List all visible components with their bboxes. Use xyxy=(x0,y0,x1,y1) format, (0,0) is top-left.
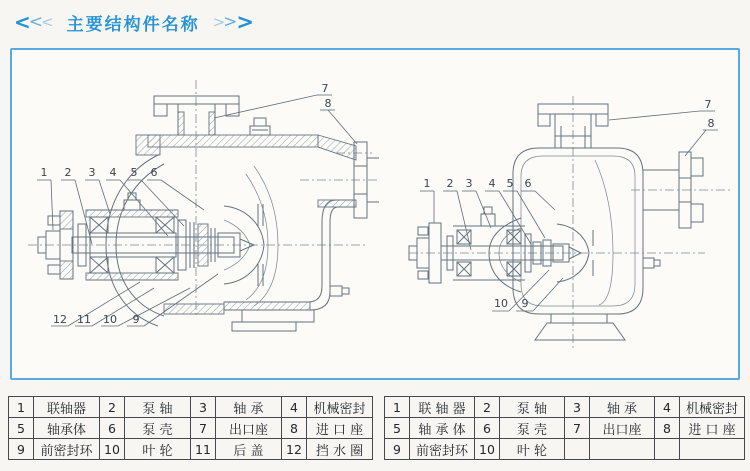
part-name: 出口座 xyxy=(216,418,282,439)
part-number: 6 xyxy=(100,418,125,439)
callout-10: 10 xyxy=(494,297,508,310)
callout-10: 10 xyxy=(103,313,117,326)
table-row xyxy=(385,397,745,418)
part-number: 3 xyxy=(565,397,590,418)
part-name: 进 口 座 xyxy=(680,418,745,439)
callout-6: 6 xyxy=(150,166,158,179)
part-number: 9 xyxy=(385,439,410,460)
part-name: 叶 轮 xyxy=(125,439,191,460)
table-row xyxy=(9,397,373,418)
centerlines xyxy=(28,80,380,318)
part-name: 进 口 座 xyxy=(307,418,373,439)
part-number: 8 xyxy=(655,418,680,439)
part-number: 1 xyxy=(9,397,34,418)
volute-casing xyxy=(224,166,354,310)
part-name: 联 轴 器 xyxy=(410,397,475,418)
callout-9: 9 xyxy=(132,313,140,326)
part-name: 叶 轮 xyxy=(500,439,565,460)
part-number: 5 xyxy=(385,418,410,439)
suction-port xyxy=(318,135,379,218)
part-number: 2 xyxy=(100,397,125,418)
callout-numbers xyxy=(424,98,715,310)
callout-4: 4 xyxy=(488,177,496,190)
part-name: 出口座 xyxy=(590,418,655,439)
part-number: 12 xyxy=(282,439,307,460)
callout-3: 3 xyxy=(88,166,96,179)
leader-lines xyxy=(37,95,357,326)
part-name: 联轴器 xyxy=(34,397,100,418)
part-number: 10 xyxy=(475,439,500,460)
pump-cross-section-right xyxy=(403,80,738,370)
table-row xyxy=(9,439,373,460)
chevron-left-icon: < xyxy=(28,11,44,32)
part-name: 机械密封 xyxy=(680,397,745,418)
part-number: 5 xyxy=(9,418,34,439)
callout-1: 1 xyxy=(423,177,431,190)
part-name: 泵 壳 xyxy=(125,418,191,439)
pump-cross-section-left xyxy=(18,54,383,376)
callout-5: 5 xyxy=(130,166,138,179)
part-number: 9 xyxy=(9,439,34,460)
callout-4: 4 xyxy=(109,166,117,179)
part-number: 6 xyxy=(475,418,500,439)
callout-7: 7 xyxy=(704,98,712,111)
part-name: 泵 轴 xyxy=(500,397,565,418)
chevron-right-icon: > xyxy=(236,9,255,34)
chevron-right-icon: > xyxy=(212,12,226,31)
callout-2: 2 xyxy=(446,177,454,190)
part-name xyxy=(680,439,745,460)
parts-table-right xyxy=(384,396,745,460)
page-title: 主要结构件名称 xyxy=(66,14,200,35)
part-number xyxy=(655,439,680,460)
part-name: 挡 水 圈 xyxy=(307,439,373,460)
shaft-assembly xyxy=(409,207,563,283)
part-number: 11 xyxy=(191,439,216,460)
callout-3: 3 xyxy=(465,177,473,190)
table-row xyxy=(9,418,373,439)
part-name: 轴承体 xyxy=(34,418,100,439)
callout-9: 9 xyxy=(521,297,529,310)
table-row xyxy=(385,439,745,460)
callout-7: 7 xyxy=(321,82,329,95)
part-number xyxy=(565,439,590,460)
callout-2: 2 xyxy=(64,166,72,179)
parts-table-left xyxy=(8,396,373,460)
part-name: 轴 承 体 xyxy=(410,418,475,439)
pump-casing xyxy=(489,148,643,314)
part-number: 2 xyxy=(475,397,500,418)
part-name: 前密封环 xyxy=(410,439,475,460)
part-number: 1 xyxy=(385,397,410,418)
callout-11: 11 xyxy=(77,313,91,326)
callout-12: 12 xyxy=(53,313,67,326)
part-name xyxy=(590,439,655,460)
shaft-assembly xyxy=(38,193,234,280)
centerlines xyxy=(409,96,733,350)
part-name: 前密封环 xyxy=(34,439,100,460)
part-name: 机械密封 xyxy=(307,397,373,418)
part-number: 7 xyxy=(191,418,216,439)
part-number: 7 xyxy=(565,418,590,439)
chevron-left-icon: < xyxy=(14,10,31,34)
part-name: 轴 承 xyxy=(216,397,282,418)
callout-1: 1 xyxy=(40,166,48,179)
part-number: 8 xyxy=(282,418,307,439)
chevron-left-icon: < xyxy=(41,12,54,31)
leader-lines xyxy=(420,111,718,311)
part-number: 3 xyxy=(191,397,216,418)
part-name: 轴 承 xyxy=(590,397,655,418)
part-name: 泵 轴 xyxy=(125,397,191,418)
page-header xyxy=(14,7,254,37)
callout-6: 6 xyxy=(524,177,532,190)
part-name: 泵 壳 xyxy=(500,418,565,439)
part-number: 10 xyxy=(100,439,125,460)
chevron-right-icon: > xyxy=(223,11,238,32)
callout-8: 8 xyxy=(324,97,332,110)
callout-5: 5 xyxy=(506,177,514,190)
casing-top xyxy=(136,118,318,155)
table-row xyxy=(385,418,745,439)
part-name: 后 盖 xyxy=(216,439,282,460)
part-number: 4 xyxy=(282,397,307,418)
part-number: 4 xyxy=(655,397,680,418)
callout-8: 8 xyxy=(707,117,715,130)
callout-numbers xyxy=(41,82,332,326)
